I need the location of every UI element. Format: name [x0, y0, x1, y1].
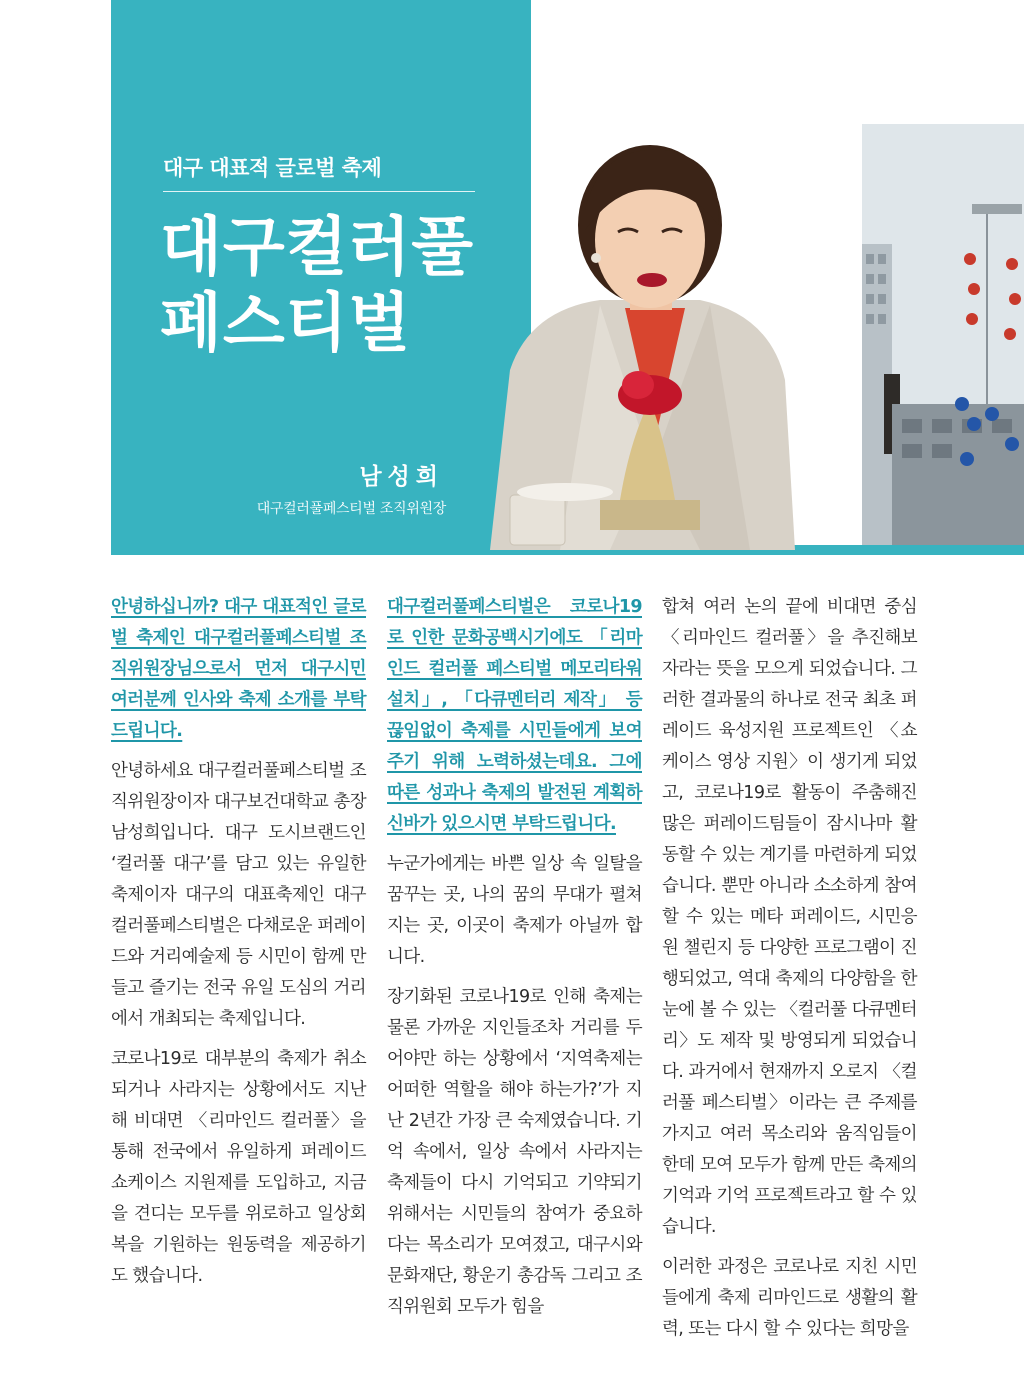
- article-column-3: [662, 592, 917, 1354]
- page-title: [160, 210, 474, 362]
- answer-paragraph: 합쳐 여러 논의 끝에 비대면 중심 〈리마인드 컬러풀〉을 추진해보자라는 뜻을 모으게 되었습니다. 그러한 결과물의 하나로 전국 최초 퍼레이드 육성지원 프로젝트인 〈쇼케이스 영상 지원〉이 생기게 되었고, 코로나19로 활동이 주춤해진 많은 퍼레이드팀들이 잠시나마 활동할 수 있는 계기를 마련하게 되었습니다. 뿐만 아니라 소소하게 참여할 수 있는 메타 퍼레이드, 시민응원 챌린지 등 다양한 프로그램이 진행되었고, 역대 축제의 다양함을 한눈에 볼 수 있는 〈컬러풀 다큐멘터리〉도 제작 및 방영되게 되었습니다. 과거에서 현재까지 오로지 〈컬러풀 페스티벌〉이라는 큰 주제를 가지고 여러 목소리와 움직임들이 한데 모여 모두가 함께 만든 축제의 기억과 기억 프로젝트라고 할 수 있습니다.: [662, 597, 917, 1237]
- section-kicker: 대구 대표적 글로벌 축제: [163, 152, 475, 192]
- author-role: 대구컬러풀페스티벌 조직위원장: [256, 501, 446, 517]
- title-line-2: 페스티벌: [160, 287, 412, 361]
- answer-paragraph: 코로나19로 대부분의 축제가 취소되거나 사라지는 상황에서도 지난해 비대면 〈리마인드 컬러풀〉을 통해 전국에서 유일하게 퍼레이드 쇼케이스 지원제를 도입하고, 지금을 견디는 모두를 위로하고 일상회복을 기원하는 원동력을 제공하기도 했습니다.: [111, 1049, 366, 1286]
- author-name: 남성희: [359, 463, 444, 490]
- portrait-photo: [450, 140, 850, 550]
- article-column-2: [387, 592, 642, 1332]
- answer-paragraph: 누군가에게는 바쁜 일상 속 일탈을 꿈꾸는 곳, 나의 꿈의 무대가 펼쳐지는 곳, 이곳이 축제가 아닐까 합니다.: [387, 854, 642, 967]
- answer-paragraph: 이러한 과정은 코로나로 지친 시민들에게 축제 리마인드로 생활의 활력, 또는 다시 할 수 있다는 희망을: [662, 1257, 917, 1339]
- answer-paragraph: 안녕하세요 대구컬러풀페스티벌 조직위원장이자 대구보건대학교 총장 남성희입니다. 대구 도시브랜드인 ‘컬러풀 대구’를 담고 있는 유일한 축제이자 대구의 대표축제인 대구컬러풀페스티벌은 다채로운 퍼레이드와 거리예술제 등 시민이 함께 만들고 즐기는 전국 유일 도심의 거리에서 개최되는 축제입니다.: [111, 761, 366, 1029]
- answer-paragraph: 장기화된 코로나19로 인해 축제는 물론 가까운 지인들조차 거리를 두어야만 하는 상황에서 ‘지역축제는 어떠한 역할을 해야 하는가?’가 지난 2년간 가장 큰 숙제였습니다. 기억 속에서, 일상 속에서 사라지는 축제들이 다시 기억되고 기약되기 위해서는 시민들의 참여가 중요하다는 목소리가 모여졌고, 대구시와 문화재단, 황운기 총감독 그리고 조직위원회 모두가 힘을: [387, 987, 642, 1317]
- interview-question-1: 안녕하십니까? 대구 대표적인 글로벌 축제인 대구컬러풀페스티벌 조직위원장님으로서 먼저 대구시민여러분께 인사와 축제 소개를 부탁드립니다.: [111, 597, 366, 741]
- festival-photo: [862, 124, 1024, 545]
- article-column-1: [111, 592, 366, 1301]
- interview-question-2: 대구컬러풀페스티벌은 코로나19로 인한 문화공백시기에도 「리마인드 컬러풀 페스티벌 메모리타워 설치」, 「다큐멘터리 제작」 등 끊임없이 축제를 시민들에게 보여주기 위해 노력하셨는데요. 그에 따른 성과나 축제의 발전된 계획하신바가 있으시면 부탁드립니다.: [387, 597, 642, 834]
- title-line-1: 대구컬러풀: [160, 211, 475, 285]
